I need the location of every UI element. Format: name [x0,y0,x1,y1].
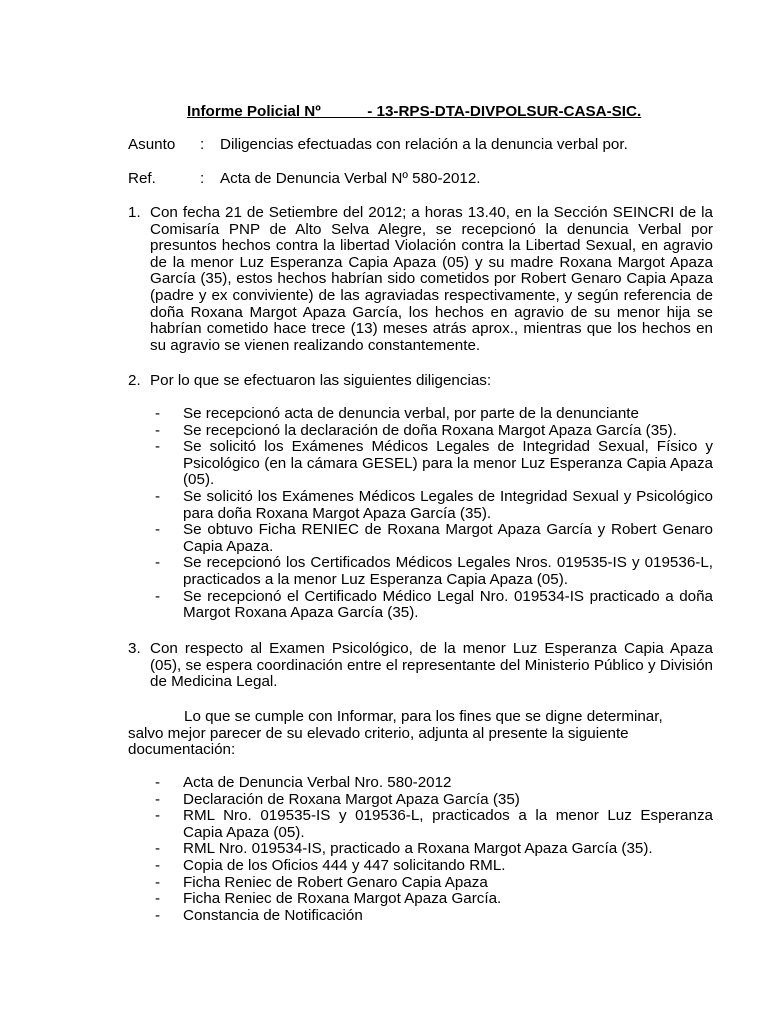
bullet-dash: - [155,840,161,858]
asunto-colon: : [200,136,205,153]
list-item [155,908,713,925]
list-item-text: RML Nro. 019535-IS y 019536-L, practicados a la menor Luz Esperanza Capia Apaza (05). [183,807,713,841]
bullet-dash: - [155,587,161,605]
ref-text: Acta de Denuncia Verbal Nº 580-2012. [220,170,481,187]
list-item [155,423,713,440]
list-item-text: Se obtuvo Ficha RENIEC de Roxana Margot Apaza García y Robert Genaro Capia Apaza. [183,521,713,555]
list-item [155,489,713,522]
closing-line-1: Lo que se cumple con Informar, para los fines que se digne determinar, [184,708,663,725]
asunto-text: Diligencias efectuadas con relación a la denuncia verbal por. [220,136,628,153]
report-title: Informe Policial Nº - 13-RPS-DTA-DIVPOLSUR-CASA-SIC. [187,103,642,120]
list-item-text: Se recepcionó los Certificados Médicos Legales Nros. 019535-IS y 019536-L, practicados a la menor Luz Esperanza Capia Apaza (05). [183,554,713,588]
bullet-dash: - [155,438,161,456]
bullet-dash: - [155,774,161,791]
list-item [155,439,713,489]
item-2-text: Por lo que se efectuaron las siguientes diligencias: [150,372,492,389]
list-item [155,792,713,809]
bullet-dash: - [155,906,161,924]
list-item [155,775,713,792]
item-2 [128,373,713,390]
list-item [155,406,713,423]
list-item [155,808,713,841]
list-item-text: Se solicitó los Exámenes Médicos Legales de Integridad Sexual y Psicológico para doña Roxana Margot Apaza García (35). [183,487,713,522]
list-item-text: Constancia de Notificación [183,906,363,924]
list-item [155,589,713,622]
list-item-text: Se recepcionó la declaración de doña Roxana Margot Apaza García (35). [183,421,677,439]
item-2-number: 2. [128,372,141,389]
list-item-text: Acta de Denuncia Verbal Nro. 580-2012 [183,774,452,791]
list-item-text: Ficha Reniec de Roxana Margot Apaza García. [183,890,502,908]
list-item [155,858,713,875]
ref-row [128,171,481,188]
list-item-text: Declaración de Roxana Margot Apaza García (35) [183,790,520,808]
closing-line-2: salvo mejor parecer de su elevado criterio, adjunta al presente la siguiente [128,724,629,742]
bullet-dash: - [155,873,161,891]
list-item-text: Se solicitó los Exámenes Médicos Legales de Integridad Sexual, Físico y Psicológico (en la cámara GESEL) para la menor Luz Esperanza Capia Apaza (05). [183,438,713,489]
item-3-number: 3. [128,640,141,657]
list-item-text: Se recepcionó acta de denuncia verbal, por parte de la denunciante [183,405,639,422]
list-item-text: Copia de los Oficios 444 y 447 solicitando RML. [183,856,506,874]
documentos-list [155,775,713,924]
list-item-text: Ficha Reniec de Robert Genaro Capia Apaza [183,873,488,891]
bullet-dash: - [155,487,161,505]
item-1-text: Con fecha 21 de Setiembre del 2012; a horas 13.40, en la Sección SEINCRI de la Comisaría PNP de Alto Selva Alegre, se recepcionó la denuncia Verbal por presuntos hechos contra la libertad Violación contra la Libertad Sexual, en agravio de la menor Luz Esperanza Capia Apaza (05) y su madre Roxana Margot Apaza García (35), estos hechos habrían sido cometidos por Robert Genaro Capia Apaza (padre y ex conviviente) de las agraviadas respectivamente, y según referencia de doña Roxana Margot Apaza García, los hechos en agravio de su menor hija se habrían cometido hace trece (13) meses atrás aprox., mientras que los hechos en su agravio se vienen realizando constantemente. [150,204,713,354]
ref-colon: : [200,170,205,187]
bullet-dash: - [155,856,161,874]
item-3 [128,641,713,691]
bullet-dash: - [155,790,161,808]
bullet-dash: - [155,890,161,908]
bullet-dash: - [155,554,161,572]
asunto-row [128,137,628,154]
list-item [155,841,713,858]
item-1 [128,205,713,354]
bullet-dash: - [155,807,161,825]
list-item-text: RML Nro. 019534-IS, practicado a Roxana Margot Apaza García (35). [183,840,653,858]
bullet-dash: - [155,521,161,539]
item-3-text: Con respecto al Examen Psicológico, de la menor Luz Esperanza Capia Apaza (05), se espera coordinación entre el representante del Ministerio Público y División de Medicina Legal. [150,640,713,691]
asunto-label: Asunto [128,136,176,153]
list-item [155,555,713,588]
closing-paragraph [128,709,688,759]
list-item [155,891,713,908]
item-1-number: 1. [128,204,141,221]
list-item [155,522,713,555]
list-item [155,875,713,892]
diligencias-list [155,406,713,622]
bullet-dash: - [155,421,161,439]
bullet-dash: - [155,405,161,422]
ref-label: Ref. [128,170,156,187]
closing-line-3: documentación: [128,741,236,759]
list-item-text: Se recepcionó el Certificado Médico Legal Nro. 019534-IS practicado a doña Margot Roxana Apaza García (35). [183,587,713,622]
